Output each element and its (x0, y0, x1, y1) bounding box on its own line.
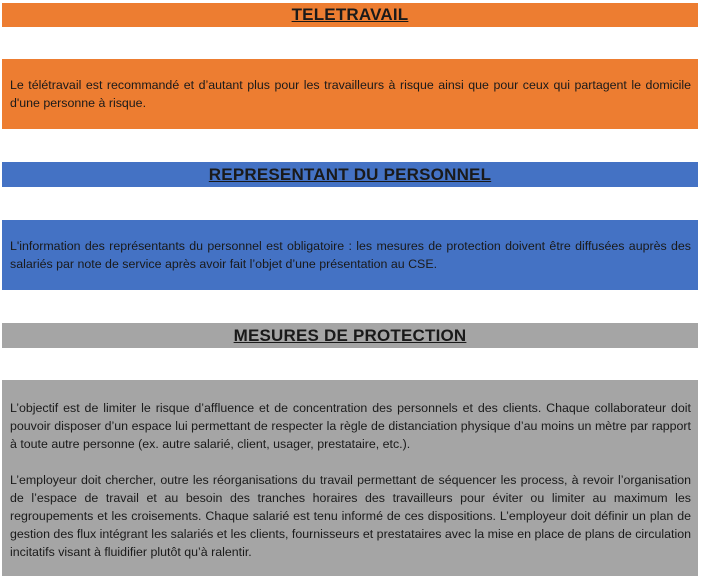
teletravail-title: TELETRAVAIL (291, 5, 409, 24)
representant-text: L'information des représentants du personnel est obligatoire : les mesures de protection doivent être diffusées auprès des salariés par note de service après avoir fait l’objet d’une présentation au CSE. (10, 239, 691, 271)
representant-content-box (2, 220, 698, 290)
representant-heading-bar (2, 162, 698, 187)
teletravail-content-box (2, 59, 698, 129)
mesures-content-box (2, 380, 698, 576)
mesures-title: MESURES DE PROTECTION (233, 325, 467, 345)
teletravail-heading-bar (2, 3, 698, 27)
mesures-heading-bar (2, 323, 698, 348)
mesures-paragraph-2: L’employeur doit chercher, outre les réorganisations du travail permettant de séquencer les process, à revoir l’organisation de l’espace de travail et au besoin des tranches horaires des travailleurs pour éviter ou limiter au maximum les regroupements et les croisements. Chaque salarié est tenu informé de ces dispositions. L’employeur doit définir un plan de gestion des flux intégrant les salariés et les clients, fournisseurs et prestataires avec la mise en place de plans de circulation incitatifs visant à fluidifier plutôt qu’à ralentir. (10, 473, 691, 559)
mesures-paragraph-1: L’objectif est de limiter le risque d’affluence et de concentration des personnels et des clients. Chaque collaborateur doit pouvoir disposer d’un espace lui permettant de respecter la règle de distanciation physique d’au moins un mètre par rapport à toute autre personne (ex. autre salarié, client, usager, prestataire, etc.). (10, 401, 691, 451)
teletravail-text: Le télétravail est recommandé et d’autant plus pour les travailleurs à risque ainsi que pour ceux qui partagent le domicile d'une personne à risque. (10, 78, 691, 110)
representant-title: REPRESENTANT DU PERSONNEL (208, 164, 492, 184)
